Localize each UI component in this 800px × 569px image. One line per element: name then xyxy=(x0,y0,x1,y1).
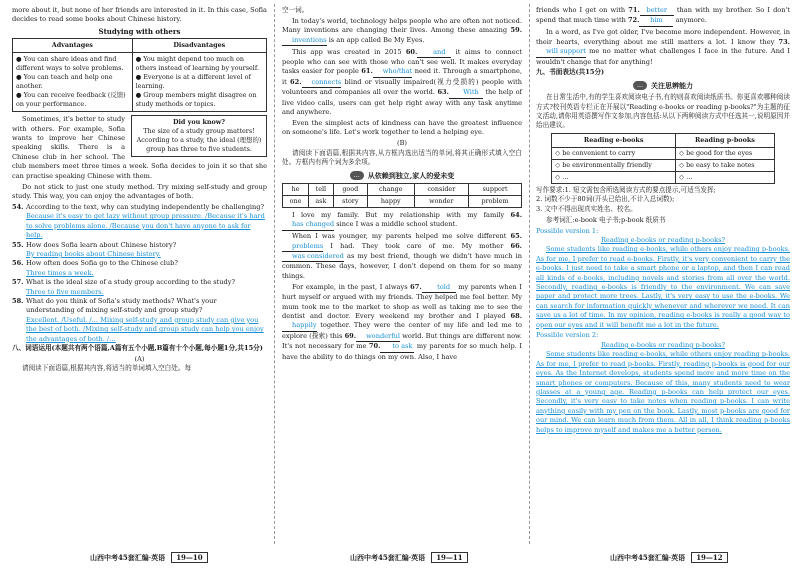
intro-paragraph: more about it, but none of her friends are interested in it. In this case, Sofia decides to read some books about Chinese history. xyxy=(12,6,267,24)
table-header-disadvantages: Disadvantages xyxy=(132,39,266,53)
list-item: ● Everyone is at a different level of learning. xyxy=(135,73,251,91)
footer-title: 山西中考45套汇编·英语 xyxy=(610,552,686,562)
advantages-cell xyxy=(13,53,133,112)
version-2-text: Some students like reading e-books, while others enjoy reading p-books. As for me, I prefer to read p-books. Firstly, reading p-books is good for our eyes. As the Internet develops, students spend more and more time on the smart phones or computers. Because of this, many students need to wear glasses at a young age. Reading p-books can help protect our eyes. Secondly, it's very easy to take notes when reading p-books. I can write anything easily with my pen on the book. Lastly, most p-books are good for our mind. We can learn much from them. All in all, I think reading p-books helps to improve myself and makes me a better person. xyxy=(536,350,790,434)
banner-text: 关注思辨能力 xyxy=(651,80,693,90)
question-57: 57. What is the ideal size of a study group according to the study? Three to five members. xyxy=(12,278,267,297)
blank-62: connects xyxy=(302,78,342,88)
list-item: ● You can share ideas and find different ways to solve problems. xyxy=(16,55,124,73)
blank-69: wonderful xyxy=(356,332,400,342)
table-row: ◇ be environmentally friendly ◇ be easy to take notes xyxy=(552,159,775,171)
section-9-heading: 九、书面表达(共15分) xyxy=(536,68,605,77)
question-55: 55. How does Sofia learn about Chinese history? By reading books about Chinese history. xyxy=(12,241,267,260)
table-header-advantages: Advantages xyxy=(13,39,133,53)
topic-banner xyxy=(536,81,790,90)
answer-56: Three times a week. xyxy=(26,268,94,277)
blank-60: and xyxy=(417,48,451,58)
question-54: 54. According to the text, why can studying independently be challenging? Because it's easy to get lazy without group pressure. /Because it's hard to solve problems alone. /Because you don't have anyone to ask for help. xyxy=(12,203,267,241)
list-item: ● Group members might disagree on study methods or topics. xyxy=(135,91,257,109)
passage-b-para-5: In a word, as I've got older, I've become more independent. However, in their hearts, everything about me still matters a lot. I know they 73.will support me no matter what challenges I face in the future. And I wouldn't change that for anything! xyxy=(536,28,790,66)
passage-b-para-4: friends who I get on with 71. better than with my brother. So I don't spend that much time with 72. him anymore. xyxy=(536,6,790,27)
reading-table xyxy=(551,133,775,184)
table-row: ◇ … ◇ … xyxy=(552,171,775,183)
instructions-cont: 空一词。 xyxy=(282,6,309,14)
page-number: 19—12 xyxy=(691,552,727,563)
paragraph: Sometimes, it's better to study with others. For example, Sofia wants to improve her Chinese speaking skills. There is a Chinese club in her school. The club members meet three times a week. Sofia decides to join it so that she can practise speaking Chinese with them. xyxy=(12,115,267,180)
did-you-know-title: Did you know? xyxy=(172,118,226,127)
banner-tag: … xyxy=(350,171,364,180)
column-divider xyxy=(529,4,530,544)
table-header-ebooks: Reading e-books xyxy=(552,133,676,147)
blank-70: to ask xyxy=(380,342,414,352)
version-1-text: Some students like reading e-books, while others enjoy reading p-books. As for me, I prefer to read e-books. Firstly, it's very convenient to carry the e-books. I just need to take a smart phone or a laptop, and then I can read all kinds of e-books, including novels and stories from all over the world. Secondly, reading e-books is friendly to the environment. We can save paper and protect more trees. Lastly, it's very easy to use the e-books. We can search for information quickly whenever and wherever we need. It can save us a lot of time. In my opinion, reading e-books is really a good way to open our eyes and it will benefit me a lot in the future. xyxy=(536,245,790,329)
instructions-b: 请阅读下面语篇,根据其内容,从方框内选出适当的单词,将其正确形式填入空白处。方框内有两个词为多余项。 xyxy=(282,148,522,167)
answer-55: By reading books about Chinese history. xyxy=(26,249,161,258)
footer-title: 山西中考45套汇编·英语 xyxy=(90,552,166,562)
question-58: 58. What do you think of Sofia's study methods? What's your understanding of mixing self-study and group study? Excellent. /Useful. /… Mixing self-study and group study can give you the best of both. /Mixing self-study and group study can help you enjoy the advantages of both. /… xyxy=(12,297,267,344)
writing-instructions: 在日常生活中,有的学生喜欢阅读电子书,有的则喜欢阅读纸质书。你更喜欢哪种阅读方式?校刊英语专栏正在开展以"Reading e-books or reading p-books?"为主题的征文活动,请你用英语撰写作文参加,内容包括:从以下两种阅读方式中任选其一,说明原因并给出建议。 xyxy=(536,93,790,130)
version-2-title: Reading e-books or reading p-books? xyxy=(600,340,726,349)
column-middle xyxy=(282,6,522,364)
blank-67: told xyxy=(422,283,456,293)
section-b-label: (B) xyxy=(397,139,407,148)
list-item: ● You can receive feedback (反馈) on your performance. xyxy=(16,91,126,109)
footer-right xyxy=(610,552,728,563)
blank-65: problems xyxy=(282,242,323,252)
answer-57: Three to five members. xyxy=(26,287,104,296)
answer-58: Excellent. /Useful. /… Mixing self-study and group study can give you the best of both. /Mixing self-study and group study can help you enjoy the advantages of both. /… xyxy=(26,315,264,343)
passage-b-para-1: I love my family. But my relationship with my family 64.has changed since I was a middle school student. xyxy=(282,211,522,231)
blank-63: With xyxy=(449,88,483,98)
question-56: 56. How often does Sofia go to the Chinese club? Three times a week. xyxy=(12,259,267,278)
instructions-a: 请阅读下面语篇,根据其内容,将适当的单词填入空白处。每 xyxy=(22,364,192,373)
section-8-heading: 八、词语运用(本题共有两个语篇,A篇有五个小题,B篇有十个小题,每小题1分,共15分) xyxy=(12,343,263,352)
blank-71: better xyxy=(640,6,674,16)
passage-a-para-3: Even the simplest acts of kindness can have the greatest influence on someone's life. Let's work together to lend a helping eye. xyxy=(282,118,522,137)
footer-title: 山西中考45套汇编·英语 xyxy=(350,552,426,562)
blank-59: inventions xyxy=(282,36,327,46)
topic-banner xyxy=(282,171,522,180)
blank-66: was considered xyxy=(282,252,344,262)
section-a-label: (A) xyxy=(134,354,145,363)
blank-72: him xyxy=(639,16,673,26)
column-right xyxy=(536,6,790,436)
para-2-wrap xyxy=(12,115,267,181)
passage-b-para-2: When I was younger, my parents helped me solve different 65.problems I had. They took care of me. My mother 66.was considered as my best friend, though we didn't have much in common. These days, however, I don't depend on them for so many things. xyxy=(282,232,522,280)
did-you-know-box xyxy=(131,115,267,157)
possible-version-2-label: Possible version 2: xyxy=(536,331,599,340)
page-number: 19—11 xyxy=(431,552,467,563)
blank-64: has changed xyxy=(282,220,334,230)
passage-b-para-3: For example, in the past, I always 67. told my parents when I hurt myself or argued with my friends. They helped me feel better. My mum took me to the market to shop as well as taking me to see the dentist and doctor. Every weekend my brother and I played 68.happily together. They were the center of my life and led me to explore (探索) this 69. wonderful world. But things are different now. It's not necessary for me 70. to ask my parents for so much help. I have the ability to do things on my own. Also, I have xyxy=(282,282,523,361)
banner-tag: … xyxy=(633,81,647,90)
table-row: ◇ be convenient to carry ◇ be good for the eyes xyxy=(552,147,775,159)
version-1-title: Reading e-books or reading p-books? xyxy=(600,235,726,244)
column-left xyxy=(12,6,267,375)
passage-a-para-2: This app was created in 2015 60. and it aims to connect people who can see with those who can't see well. It makes everyday tasks easier for people 61. who/that need it. Through a smartphone, it 62. connects blind or visually impaired(视力受损的) people with volunteers and companies all over the world. 63. With the help of live video calls, users can get help right away with any task anytime and anywhere. xyxy=(282,47,522,117)
page-number: 19—10 xyxy=(171,552,207,563)
reference-vocab: 参考词汇:e-book 电子书;p-book 纸质书 xyxy=(546,215,666,224)
paragraph: Do not stick to just one study method. Try mixing self-study and group study. This way, you can enjoy the advantages of both. xyxy=(12,182,267,200)
footer-left xyxy=(90,552,208,563)
answer-54: Because it's easy to get lazy without group pressure. /Because it's hard to solve problems alone. /Because you don't have anyone to ask for help. xyxy=(26,212,265,240)
study-table xyxy=(12,38,267,112)
table-header-pbooks: Reading p-books xyxy=(676,133,775,147)
possible-version-1-label: Possible version 1: xyxy=(536,226,599,235)
list-item: ● You can teach and help one another. xyxy=(16,73,113,91)
did-you-know-text: The size of a study group matters! According to a study, the ideal (理想的) group has three to five students. xyxy=(136,127,262,154)
passage-a-para-1: In today's world, technology helps people who are often not noticed. Many inventions are changing their lives. Among these amazing 59.inventions is an app called Be My Eyes. xyxy=(282,17,522,46)
blank-68: happily xyxy=(282,321,317,331)
list-item: ● You might depend too much on others instead of learning by yourself. xyxy=(135,55,259,73)
column-divider xyxy=(274,4,275,544)
blank-61: who/that xyxy=(373,67,413,77)
word-box: he tell good change consider support one ask story happy wonder problem xyxy=(282,183,522,208)
blank-73: will support xyxy=(536,47,586,57)
banner-text: 从依赖到独立,家人的爱未变 xyxy=(367,170,455,180)
writing-requirements: 写作要求:1. 短文需包含所选阅读方式的要点提示,可适当发挥; 2. 词数不少于80词(开头已给出,不计入总词数); 3. 文中不得出现真实姓名、校名。 xyxy=(536,185,716,213)
disadvantages-cell xyxy=(132,53,266,112)
footer-middle xyxy=(350,552,468,563)
table-title: Studying with others xyxy=(98,26,181,36)
